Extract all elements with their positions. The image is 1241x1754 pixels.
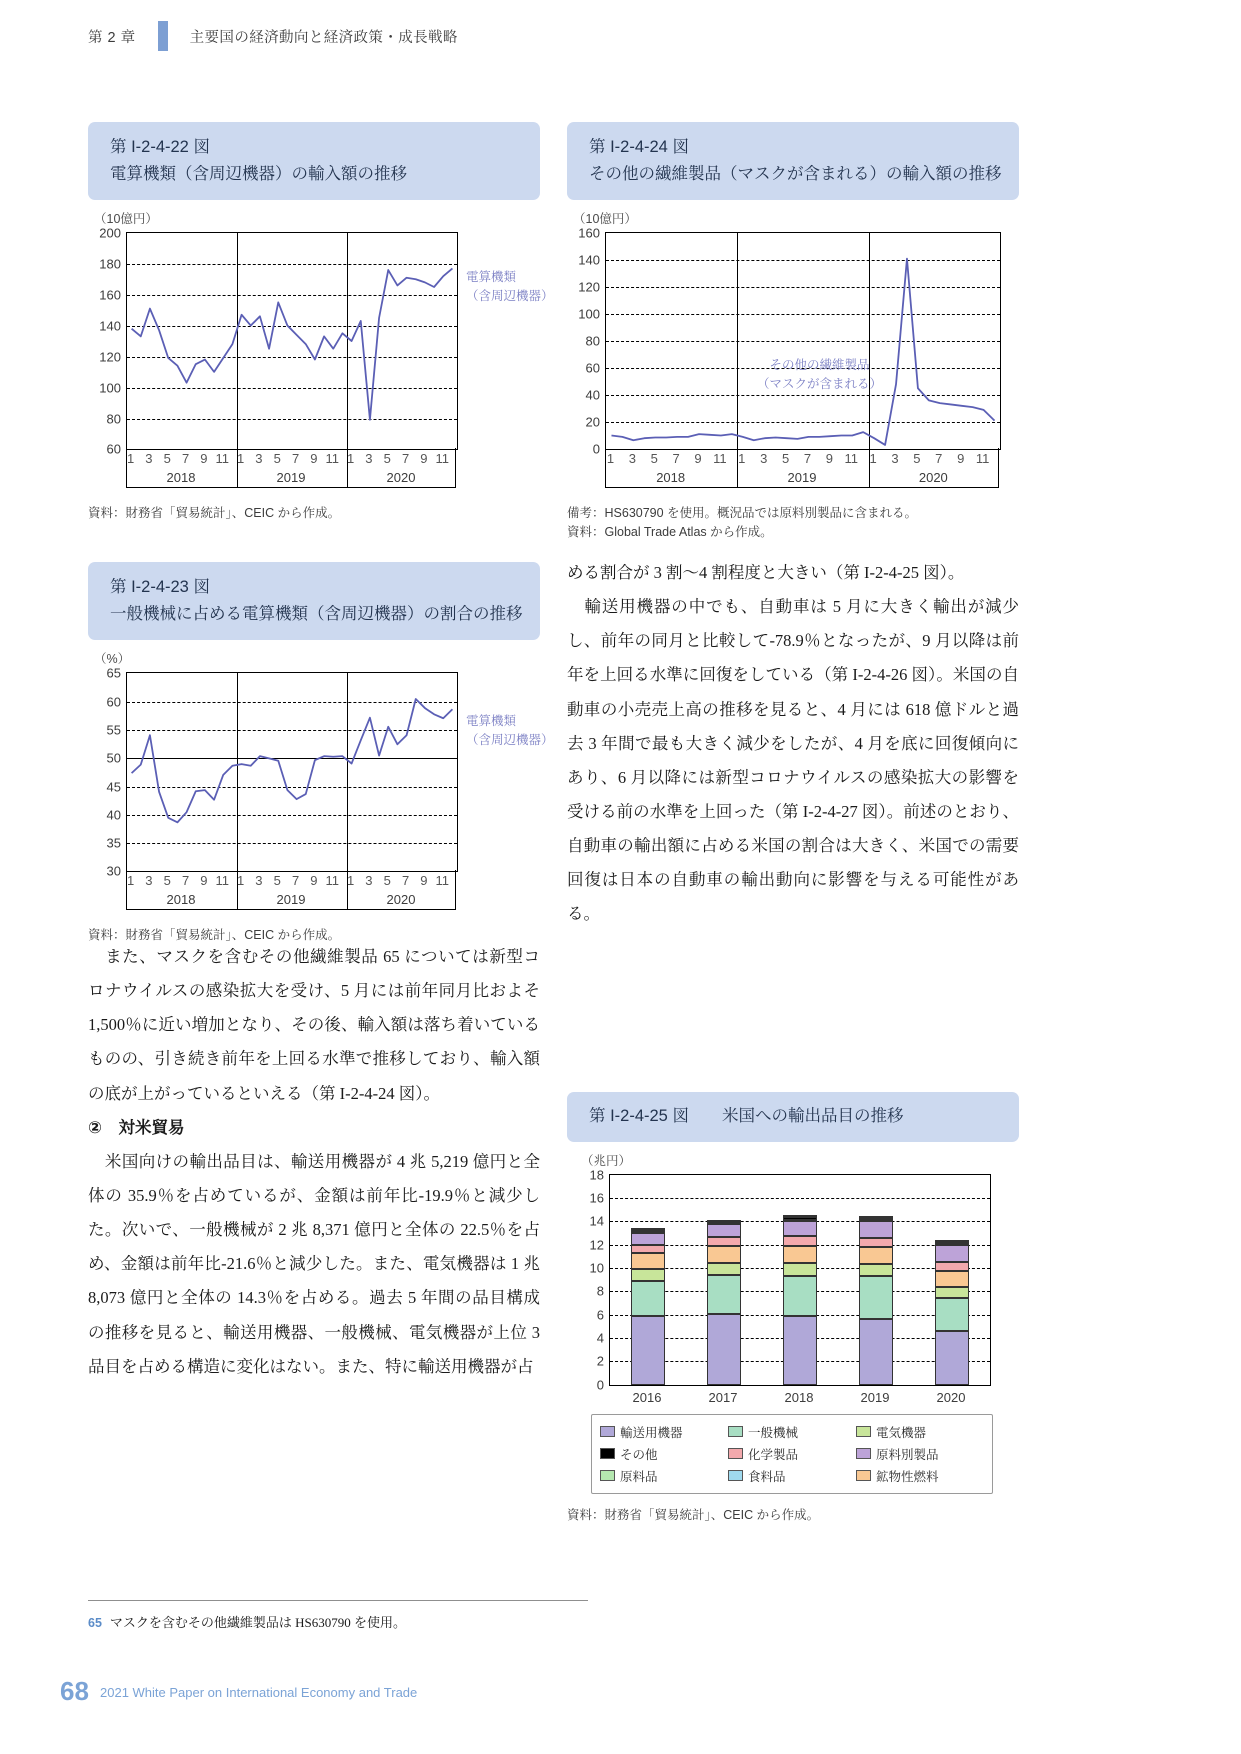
legend-item: [728, 1467, 856, 1485]
bar-segment: [935, 1240, 968, 1242]
legend-swatch: [728, 1426, 743, 1437]
y-axis-tick: 50: [106, 750, 121, 766]
x-axis-month-tick: 9: [957, 451, 965, 467]
bar-segment: [935, 1245, 968, 1262]
y-axis-tick: 160: [99, 287, 121, 303]
x-axis-month-tick: 3: [365, 451, 373, 467]
footnote-number: 65: [88, 1616, 102, 1630]
bar-segment: [631, 1281, 664, 1317]
x-axis-month-tick: 7: [672, 451, 680, 467]
x-axis-month-tick: 11: [325, 873, 339, 889]
x-axis-month-tick: 5: [163, 451, 171, 467]
figure-24-source: 資料：Global Trade Atlas から作成。: [567, 525, 773, 540]
legend-label: 鉱物性燃料: [876, 1469, 939, 1484]
legend-label: 食料品: [748, 1469, 786, 1484]
figure-24: [567, 122, 1019, 542]
x-axis-month-tick: 3: [145, 451, 153, 467]
bar-segment: [631, 1228, 664, 1230]
figure-24-number: 第 I-2-4-24 図: [589, 138, 689, 156]
y-axis-tick: 16: [589, 1190, 604, 1206]
legend-item: [600, 1467, 728, 1485]
bar-segment: [783, 1221, 816, 1236]
x-axis-category-label: 2017: [708, 1389, 738, 1405]
y-axis-tick: 14: [589, 1213, 604, 1229]
x-axis-month-tick: 5: [650, 451, 658, 467]
footnote-rule: [88, 1600, 588, 1601]
bar-segment: [935, 1331, 968, 1385]
legend-item: [856, 1423, 984, 1441]
x-axis-month-tick: 3: [760, 451, 768, 467]
x-axis-month-tick: 11: [713, 451, 727, 467]
y-axis-tick: 65: [106, 665, 121, 681]
x-axis-category-label: 2016: [632, 1389, 662, 1405]
y-axis-tick: 4: [596, 1330, 604, 1346]
y-axis-tick: 60: [585, 360, 600, 376]
x-axis-month-tick: 1: [738, 451, 746, 467]
figure-22-source: 資料：財務省「貿易統計」、CEIC から作成。: [88, 506, 341, 521]
bar-segment: [859, 1221, 892, 1237]
figure-24-series-label: その他の繊維製品 （マスクが含まれる）: [757, 358, 883, 391]
x-axis-year-label: 2018: [656, 470, 686, 486]
x-axis-year-label: 2018: [166, 470, 196, 486]
legend-label: 電気機器: [876, 1425, 927, 1440]
y-axis-tick: 100: [99, 380, 121, 396]
legend-item: [728, 1423, 856, 1441]
left-paragraph-2: 米国向けの輸出品目は、輸送用機器が 4 兆 5,219 億円と全体の 35.9％を占めているが、金額は前年比-19.9％と減少した。次いで、一般機械が 2 兆 8,371 億円と全体の 22.5％を占め、金額は前年比-21.6％と減少した。また、電気機器は 1 兆 8,073 億円と全体の 14.3％を占める。過去 5 年間の品目構成の推移を見ると、輸送用機器、一般機械、電気機器が上位 3 品目を占める構造に変化はない。また、特に輸送用機器が占: [88, 1151, 540, 1376]
figure-22-title: 電算機類（含周辺機器）の輸入額の推移: [110, 164, 407, 183]
y-axis-tick: 100: [578, 306, 600, 322]
figure-23-title: 一般機械に占める電算機類（含周辺機器）の割合の推移: [110, 604, 523, 623]
figure-22-plot-area: [88, 225, 554, 486]
figure-24-notes: [567, 504, 1019, 542]
y-axis-tick: 55: [106, 722, 121, 738]
legend-swatch: [856, 1426, 871, 1437]
x-axis-month-tick: 11: [215, 451, 229, 467]
figure-24-plot-area: [567, 225, 1019, 486]
right-paragraph-2: 輸送用機器の中でも、自動車は 5 月に大きく輸出が減少し、前年の同月と比較して-78.9％となったが、9 月以降は前年を上回る水準に回復をしている（第 I-2-4-26 図）。米国の自動車の小売売上高の推移を見ると、4 月には 618 億ドルと過去 3 年間で最も大きく減少をしたが、4 月を底に回復傾向にあり、6 月以降には新型コロナウイルスの感染拡大の影響を受ける前の水準を上回った（第 I-2-4-27 図）。前述のとおり、自動車の輸出額に占める米国の割合は大きく、米国での需要回復は日本の自動車の輸出動向に影響を与える可能性がある。: [567, 597, 1019, 924]
figure-24-note: 備考：HS630790 を使用。概況品では原料別製品に含まれる。: [567, 506, 918, 521]
chapter-title: 主要国の経済動向と経済政策・成長戦略: [189, 29, 458, 46]
bar-segment: [859, 1276, 892, 1319]
bar-segment: [935, 1298, 968, 1331]
y-axis-tick: 180: [99, 256, 121, 272]
x-axis-month-tick: 1: [606, 451, 615, 467]
x-axis-month-tick: 1: [236, 873, 245, 889]
footnote-65: [88, 1612, 406, 1631]
x-axis-label-box: [126, 870, 456, 910]
x-axis-year-label: 2019: [787, 470, 817, 486]
series-line: [127, 233, 457, 449]
y-axis-tick: 80: [106, 411, 121, 427]
figure-23-unit: （%）: [94, 652, 131, 667]
x-axis-month-tick: 11: [435, 873, 449, 889]
figure-23-plot-area: [88, 665, 554, 918]
y-axis-tick: 120: [99, 349, 121, 365]
bar-segment: [707, 1263, 740, 1275]
gridline: [610, 1198, 990, 1199]
y-axis-tick: 60: [106, 694, 121, 710]
figure-22-series-label: 電算機類 （含周辺機器）: [466, 270, 554, 303]
bar-segment: [783, 1316, 816, 1385]
bar-segment: [707, 1314, 740, 1385]
figure-25-legend: [591, 1414, 993, 1494]
figure-25-heading: 第 I-2-4-25 図 米国への輸出品目の推移: [589, 1107, 904, 1125]
y-axis-tick: 60: [106, 441, 121, 457]
bar-segment: [783, 1215, 816, 1217]
x-axis-category-label: 2020: [936, 1389, 966, 1405]
y-axis-tick: 45: [106, 779, 121, 795]
x-axis-month-tick: 11: [844, 451, 858, 467]
chapter-number: 第 2 章: [88, 29, 136, 46]
legend-swatch: [856, 1448, 871, 1459]
y-axis-tick: 2: [596, 1353, 604, 1369]
legend-item: [856, 1467, 984, 1485]
legend-item: [600, 1445, 728, 1463]
x-axis-label-box: [605, 448, 999, 488]
figure-23: [88, 562, 554, 945]
x-axis-month-tick: 1: [126, 451, 135, 467]
figure-22-banner: [88, 122, 540, 200]
x-axis-month-tick: 9: [420, 451, 428, 467]
bar-segment: [783, 1217, 816, 1220]
legend-swatch: [600, 1448, 615, 1459]
x-axis-month-tick: 3: [365, 873, 373, 889]
figure-25: [567, 1092, 1019, 1524]
bar-segment: [707, 1224, 740, 1236]
x-axis-month-tick: 3: [255, 873, 263, 889]
x-axis-month-tick: 5: [781, 451, 790, 467]
figure-24-title: その他の繊維製品（マスクが含まれる）の輸入額の推移: [589, 164, 1002, 183]
legend-label: 化学製品: [748, 1447, 799, 1462]
legend-swatch: [856, 1470, 871, 1481]
right-paragraph-1: める割合が 3 割～4 割程度と大きい（第 I-2-4-25 図）。: [567, 563, 965, 582]
x-axis-month-tick: 11: [215, 873, 229, 889]
x-axis-month-tick: 3: [628, 451, 636, 467]
x-axis-month-tick: 5: [273, 873, 281, 889]
x-axis-month-tick: 1: [346, 873, 355, 889]
bar-segment: [631, 1269, 664, 1281]
bar-segment: [859, 1218, 892, 1220]
x-axis-month-tick: 3: [255, 451, 263, 467]
y-axis-tick: 140: [99, 318, 121, 334]
x-axis-year-label: 2020: [386, 892, 416, 908]
x-axis-month-tick: 3: [145, 873, 153, 889]
y-axis-tick: 140: [578, 252, 600, 268]
x-axis-category-label: 2018: [784, 1389, 814, 1405]
x-axis-month-tick: 9: [200, 873, 208, 889]
figure-25-banner: [567, 1092, 1019, 1142]
bar-segment: [631, 1316, 664, 1384]
y-axis-tick: 120: [578, 279, 600, 295]
y-axis-tick: 0: [596, 1377, 604, 1393]
x-axis-month-tick: 1: [346, 451, 355, 467]
x-axis-month-tick: 7: [935, 451, 943, 467]
figure-25-source: 資料：財務省「貿易統計」、CEIC から作成。: [567, 1507, 820, 1522]
y-axis-tick: 18: [589, 1167, 604, 1183]
x-axis-month-tick: 11: [435, 451, 449, 467]
bar-segment: [783, 1276, 816, 1316]
section-heading-2: ② 対米貿易: [88, 1118, 185, 1137]
legend-swatch: [600, 1470, 615, 1481]
y-axis-tick: 12: [589, 1237, 604, 1253]
footer-title: 2021 White Paper on International Economy and Trade: [100, 1685, 418, 1700]
y-axis-tick: 35: [106, 835, 121, 851]
figure-23-banner: [88, 562, 540, 640]
x-axis-month-tick: 11: [325, 451, 339, 467]
x-axis-month-tick: 9: [310, 873, 318, 889]
bar-segment: [859, 1216, 892, 1218]
bar-segment: [707, 1237, 740, 1246]
bar-segment: [783, 1263, 816, 1275]
x-axis-category-label: 2019: [860, 1389, 890, 1405]
running-head: [88, 20, 458, 52]
figure-23-number: 第 I-2-4-23 図: [110, 578, 210, 596]
x-axis-month-tick: 1: [126, 873, 135, 889]
legend-label: 輸送用機器: [620, 1425, 683, 1440]
bar-segment: [935, 1287, 968, 1298]
x-axis-label-box: [126, 448, 456, 488]
bar-segment: [783, 1246, 816, 1264]
figure-22: [88, 122, 554, 523]
bar-segment: [859, 1319, 892, 1384]
x-axis-year-label: 2020: [386, 470, 416, 486]
y-axis-tick: 6: [596, 1307, 604, 1323]
legend-label: 一般機械: [748, 1425, 799, 1440]
figure-24-unit: （10億円）: [573, 212, 637, 227]
x-axis-month-tick: 7: [291, 873, 300, 889]
legend-label: 原料品: [620, 1469, 658, 1484]
bar-segment: [631, 1245, 664, 1254]
x-axis-month-tick: 9: [310, 451, 318, 467]
x-axis-year-label: 2020: [918, 470, 948, 486]
x-axis-year-label: 2019: [276, 470, 306, 486]
y-axis-tick: 40: [106, 807, 121, 823]
y-axis-tick: 160: [578, 225, 600, 241]
x-axis-year-label: 2019: [276, 892, 306, 908]
y-axis-tick: 30: [106, 863, 121, 879]
legend-label: 原料別製品: [876, 1447, 939, 1462]
bar-segment: [783, 1236, 816, 1246]
y-axis-tick: 20: [585, 414, 600, 430]
footnote-text: マスクを含むその他繊維製品は HS630790 を使用。: [109, 1615, 407, 1630]
y-axis-tick: 80: [585, 333, 600, 349]
left-paragraph-1: また、マスクを含むその他繊維製品 65 については新型コロナウイルスの感染拡大を受け、5 月には前年同月比およそ 1,500％に近い増加となり、その後、輸入額は落ち着いているものの、引き続き前年を上回る水準で推移しており、輸入額の底が上がっているといえる（第 I-2-4-24 図）。: [88, 947, 540, 1103]
bar-segment: [631, 1253, 664, 1269]
y-axis-tick: 8: [596, 1283, 604, 1299]
legend-label: その他: [620, 1447, 658, 1462]
x-axis-month-tick: 7: [181, 451, 190, 467]
figure-23-series-label: 電算機類 （含周辺機器）: [466, 714, 554, 747]
figure-22-number: 第 I-2-4-22 図: [110, 138, 210, 156]
legend-item: [600, 1423, 728, 1441]
x-axis-month-tick: 9: [825, 451, 833, 467]
bar-segment: [707, 1246, 740, 1263]
x-axis-month-tick: 7: [401, 873, 410, 889]
figure-25-unit: （兆円）: [581, 1153, 632, 1168]
legend-swatch: [728, 1470, 743, 1481]
legend-swatch: [728, 1448, 743, 1459]
body-column-left: [88, 940, 540, 1384]
bar-segment: [935, 1271, 968, 1287]
chapter-divider-bar: [158, 21, 168, 51]
x-axis-month-tick: 9: [420, 873, 428, 889]
x-axis-month-tick: 9: [694, 451, 702, 467]
x-axis-year-label: 2018: [166, 892, 196, 908]
legend-swatch: [600, 1426, 615, 1437]
x-axis-month-tick: 7: [181, 873, 190, 889]
figure-22-unit: （10億円）: [94, 212, 158, 227]
x-axis-month-tick: 1: [869, 451, 877, 467]
bar-segment: [859, 1238, 892, 1247]
bar-segment: [631, 1233, 664, 1245]
legend-item: [728, 1445, 856, 1463]
y-axis-tick: 0: [592, 441, 600, 457]
x-axis-month-tick: 3: [891, 451, 899, 467]
bar-segment: [859, 1247, 892, 1264]
bar-segment: [631, 1230, 664, 1232]
x-axis-month-tick: 11: [975, 451, 990, 467]
legend-item: [856, 1445, 984, 1463]
x-axis-month-tick: 5: [913, 451, 921, 467]
y-axis-tick: 40: [585, 387, 600, 403]
bar-segment: [935, 1262, 968, 1271]
x-axis-month-tick: 5: [163, 873, 171, 889]
x-axis-month-tick: 1: [236, 451, 245, 467]
bar-segment: [707, 1275, 740, 1314]
gridline: [610, 1385, 990, 1386]
figure-23-source: 資料：財務省「貿易統計」、CEIC から作成。: [88, 928, 341, 943]
x-axis-month-tick: 7: [291, 451, 300, 467]
bar-segment: [859, 1264, 892, 1276]
x-axis-month-tick: 5: [383, 451, 391, 467]
y-axis-tick: 10: [589, 1260, 604, 1276]
y-axis-tick: 200: [99, 225, 121, 241]
series-line: [127, 673, 457, 871]
figure-24-banner: [567, 122, 1019, 200]
x-axis-month-tick: 5: [383, 873, 391, 889]
x-axis-month-tick: 7: [803, 451, 812, 467]
x-axis-month-tick: 9: [200, 451, 208, 467]
x-axis-month-tick: 7: [401, 451, 410, 467]
body-column-right: [567, 556, 1019, 932]
series-line: [606, 233, 1000, 449]
page-number: 68: [60, 1676, 89, 1706]
figure-25-plot-area: [567, 1167, 1019, 1408]
bar-segment: [935, 1242, 968, 1245]
bar-segment: [707, 1220, 740, 1222]
x-axis-month-tick: 5: [273, 451, 281, 467]
